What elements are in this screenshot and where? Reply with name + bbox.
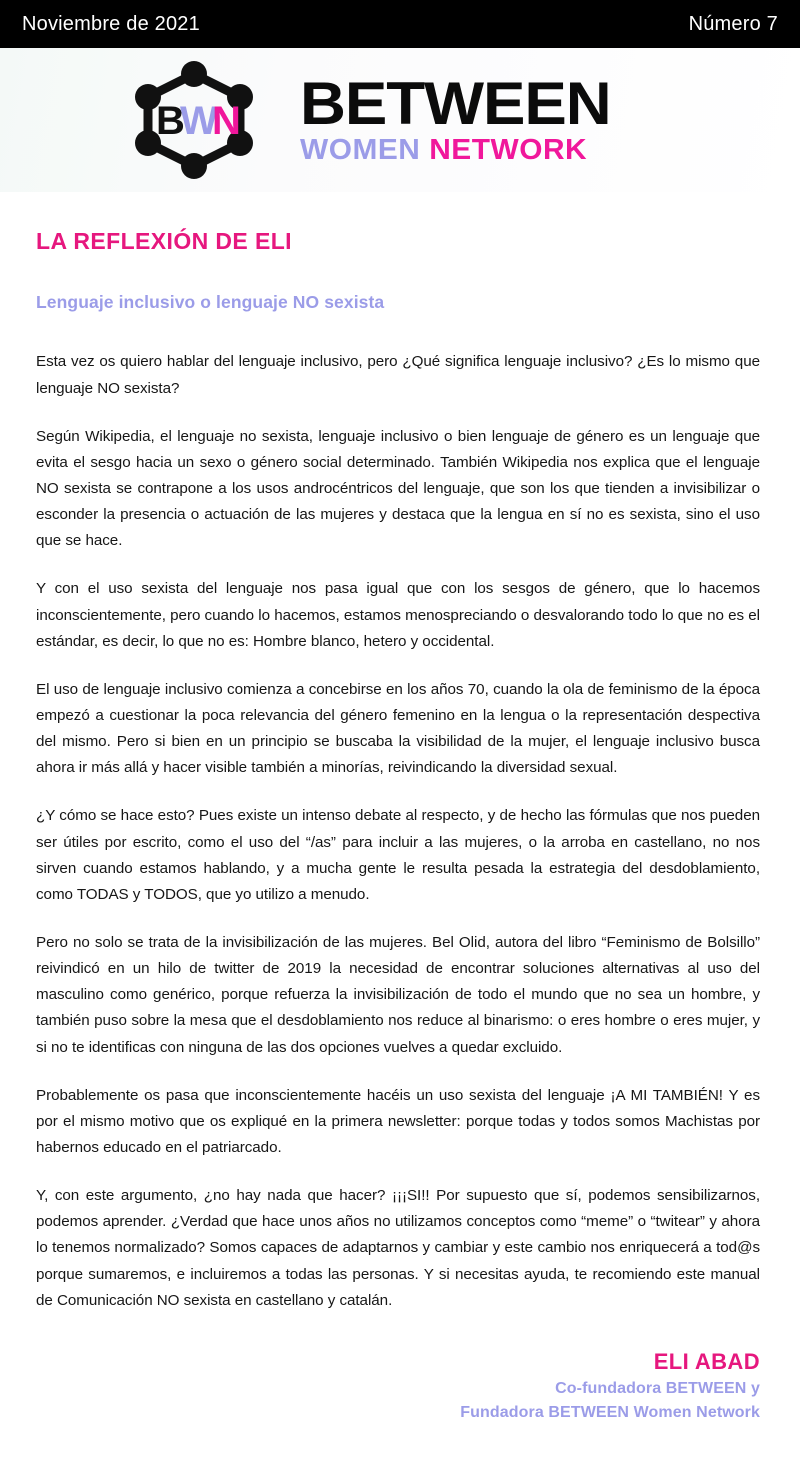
bwn-hexagon-logo-icon	[132, 61, 256, 179]
wordmark-between: BETWEEN	[300, 70, 611, 137]
issue-date: Noviembre de 2021	[22, 13, 200, 35]
article-paragraph: Probablemente os pasa que inconscientemente hacéis un uso sexista del lenguaje ¡A MI TAMBIÉN! Y es por el mismo motivo que os expliqué en la primera newsletter: porque todas y todos somos Machistas por habernos educado en el patriarcado.	[36, 1086, 760, 1156]
article-title: LA REFLEXIÓN DE ELI	[36, 228, 292, 254]
author-name: ELI ABAD	[653, 1348, 760, 1374]
wordmark-subline	[300, 136, 602, 165]
article-paragraph: El uso de lenguaje inclusivo comienza a concebirse en los años 70, cuando la ola de feminismo de la época empezó a cuestionar la poca relevancia del género femenino en la lengua o la representación despectiva del mismo. Pero si bien en un principio se buscaba la visibilidad de la mujer, el lenguaje inclusivo busca ahora ir más allá y hacer visible también a minorías, reivindicando la diversidad sexual.	[36, 680, 760, 777]
brand-wordmark	[300, 70, 611, 166]
wordmark-women: WOMEN	[300, 134, 421, 166]
article-body	[36, 349, 760, 1313]
author-role-line-1: Co-fundadora BETWEEN y	[555, 1380, 760, 1398]
logo-letter-b: B	[156, 99, 185, 143]
logo-letter-n: N	[212, 99, 241, 143]
logo-letter-w: W	[180, 99, 218, 143]
article-subtitle: Lenguaje inclusivo o lenguaje NO sexista	[36, 292, 385, 313]
article-paragraph: ¿Y cómo se hace esto? Pues existe un intenso debate al respecto, y de hecho las fórmulas que nos pueden ser útiles por escrito, como el uso del “/as” para incluir a las mujeres, o la arroba en castellano, no nos sirven cuando estamos hablando, y a mucha gente le resulta pesada la estrategia del desdoblamiento, como TODAS y TODOS, que yo utilizo a menudo.	[36, 807, 760, 903]
author-role-line-2: Fundadora BETWEEN Women Network	[460, 1404, 760, 1422]
issue-number: Número 7	[688, 13, 778, 35]
wordmark-network: NETWORK	[429, 134, 588, 166]
article-paragraph: Según Wikipedia, el lenguaje no sexista, lenguaje inclusivo o bien lenguaje de género es un lenguaje que evita el sesgo hacia un sexo o género social determinado. También Wikipedia nos explica que el lenguaje NO sexista se contrapone a los usos androcéntricos del lenguaje, que son los que tienden a invisibilizar o esconder la presencia o actuación de las mujeres y destaca que la lengua en sí no es sexista, sino el uso que se hace.	[36, 427, 760, 550]
brand-banner	[0, 48, 800, 192]
author-signature	[0, 1348, 800, 1464]
newsletter-header-bar	[0, 0, 800, 48]
article-paragraph: Esta vez os quiero hablar del lenguaje inclusivo, pero ¿Qué significa lenguaje inclusivo? ¿Es lo mismo que lenguaje NO sexista?	[36, 353, 760, 397]
article-paragraph: Y con el uso sexista del lenguaje nos pasa igual que con los sesgos de género, que lo hacemos inconscientemente, pero cuando lo hacemos, estamos menospreciando o desvalorando todo lo que no es el estándar, es decir, lo que no es: Hombre blanco, hetero y occidental.	[36, 580, 760, 650]
article-paragraph: Pero no solo se trata de la invisibilización de las mujeres. Bel Olid, autora del libro “Feminismo de Bolsillo” reivindicó en un hilo de twitter de 2019 la necesidad de encontrar soluciones alternativas al uso del masculino como genérico, porque refuerza la invisibilización de todo el mundo que no sea un hombre, y también puso sobre la mesa que el desdoblamiento nos reduce al binarismo: o eres hombre o eres mujer, y si no te identificas con ninguna de las dos opciones vuelves a quedar excluido.	[36, 933, 760, 1056]
article-content	[0, 192, 800, 1314]
article-paragraph: Y, con este argumento, ¿no hay nada que hacer? ¡¡¡SI!! Por supuesto que sí, podemos sensibilizarnos, podemos aprender. ¿Verdad que hace unos años no utilizamos conceptos como “meme” o “twitear” y ahora lo tenemos normalizado? Somos capaces de adaptarnos y cambiar y este cambio nos enriquecerá a tod@s porque sumaremos, e incluiremos a todas las personas. Y si necesitas ayuda, te recomiendo este manual de Comunicación NO sexista en castellano y catalán.	[36, 1187, 760, 1309]
